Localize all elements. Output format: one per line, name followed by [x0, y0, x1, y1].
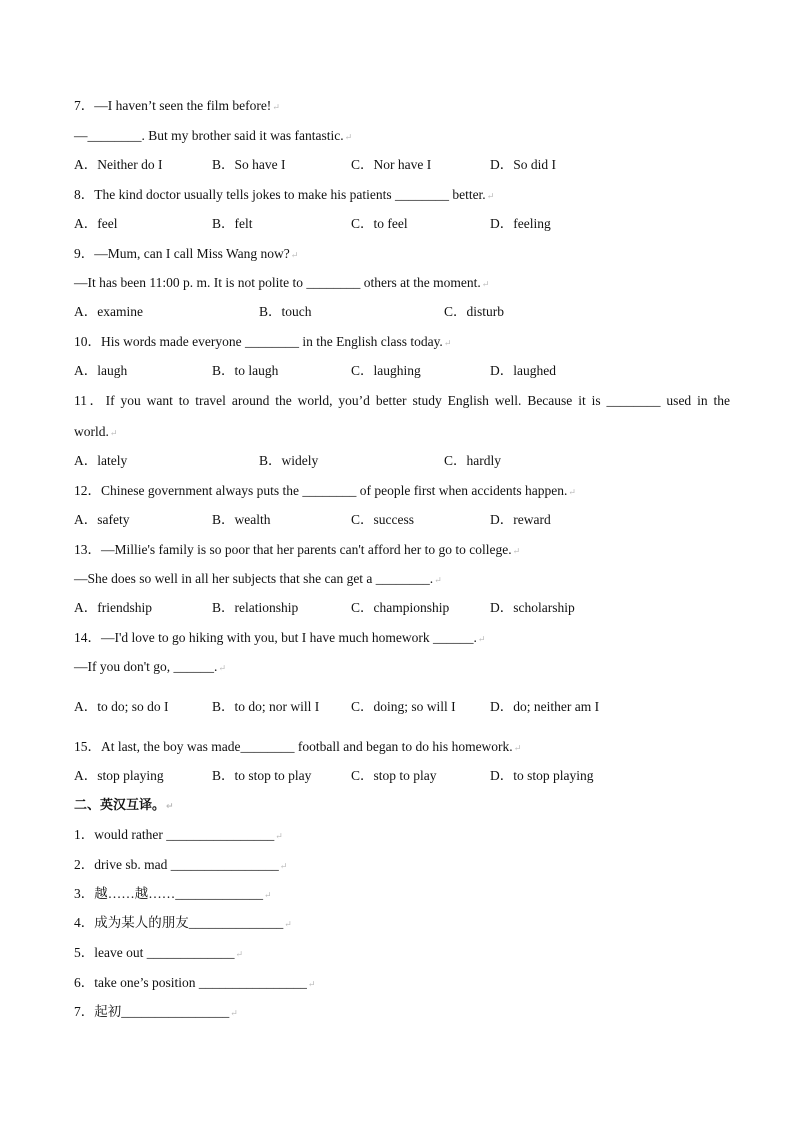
option-c[interactable]: C．disturb — [444, 304, 505, 319]
option-c[interactable]: C．laughing — [351, 363, 421, 378]
translation-item-7: 7．起初________________↵ — [74, 1004, 238, 1019]
option-b[interactable]: B．to laugh — [212, 363, 279, 378]
option-a[interactable]: A．lately — [74, 453, 128, 468]
option-c[interactable]: C．hardly — [444, 453, 501, 468]
question-7-line-2: —________. But my brother said it was fantastic.↵ — [74, 128, 353, 143]
option-d[interactable]: D．laughed — [490, 363, 556, 378]
section-2-heading: 二、英汉互译。↵ — [74, 798, 174, 813]
translation-item-4: 4．成为某人的朋友______________↵ — [74, 915, 292, 930]
translation-item-1: 1．would rather ________________↵ — [74, 827, 283, 842]
question-11-line-2: world.↵ — [74, 424, 118, 439]
option-d[interactable]: D．scholarship — [490, 600, 575, 615]
question-13-line-2: —She does so well in all her subjects that she can get a ________.↵ — [74, 571, 442, 586]
option-a[interactable]: A．friendship — [74, 600, 152, 615]
question-14-line-1: 14．—I'd love to go hiking with you, but I have much homework ______.↵ — [74, 630, 486, 645]
option-a[interactable]: A．feel — [74, 216, 118, 231]
option-a[interactable]: A．stop playing — [74, 768, 164, 783]
question-8-line-1: 8．The kind doctor usually tells jokes to make his patients ________ better.↵ — [74, 187, 495, 202]
question-9-line-2: —It has been 11:00 p. m. It is not polite to ________ others at the moment.↵ — [74, 275, 490, 290]
option-c[interactable]: C．championship — [351, 600, 450, 615]
question-12-line-1: 12．Chinese government always puts the ________ of people first when accidents happen.↵ — [74, 483, 576, 498]
option-a[interactable]: A．examine — [74, 304, 143, 319]
option-d[interactable]: D．So did I — [490, 157, 557, 172]
question-7-line-1: 7．—I haven’t seen the film before!↵ — [74, 98, 280, 113]
option-c[interactable]: C．Nor have I — [351, 157, 432, 172]
translation-item-5: 5．leave out _____________↵ — [74, 945, 244, 960]
question-14-line-2: —If you don't go, ______.↵ — [74, 659, 226, 674]
option-d[interactable]: D．feeling — [490, 216, 551, 231]
option-b[interactable]: B．to do; nor will I — [212, 699, 320, 714]
option-b[interactable]: B．relationship — [212, 600, 299, 615]
option-b[interactable]: B．felt — [212, 216, 253, 231]
option-b[interactable]: B．touch — [259, 304, 312, 319]
option-a[interactable]: A．laugh — [74, 363, 128, 378]
option-c[interactable]: C．success — [351, 512, 414, 527]
question-13-line-1: 13．—Millie's family is so poor that her parents can't afford her to go to college.↵ — [74, 542, 521, 557]
option-d[interactable]: D．reward — [490, 512, 551, 527]
question-11-line-1: 11．If you want to travel around the world, you’d better study English well. Because it is ________ used in the — [74, 393, 730, 408]
question-10-line-1: 10．His words made everyone ________ in the English class today.↵ — [74, 334, 452, 349]
translation-item-2: 2．drive sb. mad ________________↵ — [74, 857, 288, 872]
option-c[interactable]: C．doing; so will I — [351, 699, 456, 714]
option-a[interactable]: A．safety — [74, 512, 130, 527]
question-15-line-1: 15．At last, the boy was made________ football and began to do his homework.↵ — [74, 739, 522, 754]
question-9-line-1: 9．—Mum, can I call Miss Wang now?↵ — [74, 246, 299, 261]
option-d[interactable]: D．to stop playing — [490, 768, 594, 783]
option-a[interactable]: A．Neither do I — [74, 157, 163, 172]
option-b[interactable]: B．wealth — [212, 512, 271, 527]
translation-item-3: 3．越……越……_____________↵ — [74, 886, 272, 901]
option-b[interactable]: B．widely — [259, 453, 319, 468]
option-b[interactable]: B．to stop to play — [212, 768, 312, 783]
option-c[interactable]: C．stop to play — [351, 768, 437, 783]
option-d[interactable]: D．do; neither am I — [490, 699, 600, 714]
option-b[interactable]: B．So have I — [212, 157, 286, 172]
option-c[interactable]: C．to feel — [351, 216, 408, 231]
option-a[interactable]: A．to do; so do I — [74, 699, 169, 714]
translation-item-6: 6．take one’s position ________________↵ — [74, 975, 316, 990]
